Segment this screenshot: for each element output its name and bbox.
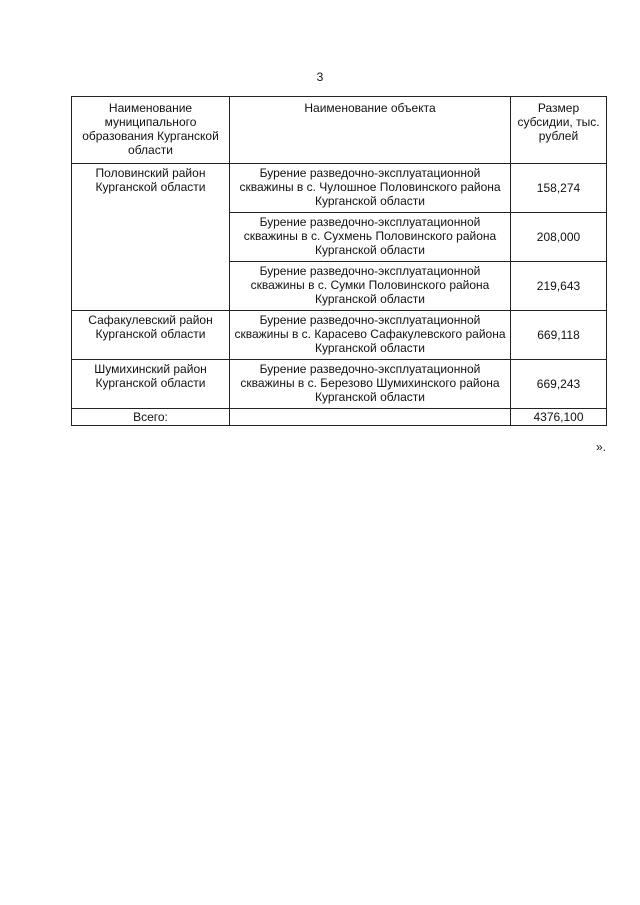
header-object: Наименование объекта (230, 97, 511, 164)
object-cell: Бурение разведочно-эксплуатационной скважины в с. Карасево Сафакулевского района Курганской области (230, 311, 511, 360)
amount-cell: 669,243 (511, 360, 607, 409)
amount-cell: 208,000 (511, 213, 607, 262)
object-cell: Бурение разведочно-эксплуатационной скважины в с. Сухмень Половинского района Курганской области (230, 213, 511, 262)
total-label: Всего: (72, 409, 230, 426)
amount-cell: 158,274 (511, 164, 607, 213)
header-municipality: Наименование муниципального образования Курганской области (72, 97, 230, 164)
object-cell: Бурение разведочно-эксплуатационной скважины в с. Чулошное Половинского района Курганской области (230, 164, 511, 213)
total-row (72, 409, 607, 426)
object-cell: Бурение разведочно-эксплуатационной скважины в с. Березово Шумихинского района Курганской области (230, 360, 511, 409)
municipality-cell: Сафакулевский район Курганской области (72, 311, 230, 360)
closing-quote-mark: ». (596, 440, 607, 454)
table-header-row (72, 97, 607, 164)
table-row (72, 311, 607, 360)
municipality-cell: Шумихинский район Курганской области (72, 360, 230, 409)
total-amount: 4376,100 (511, 409, 607, 426)
object-cell: Бурение разведочно-эксплуатационной скважины в с. Сумки Половинского района Курганской области (230, 262, 511, 311)
municipality-cell: Половинский район Курганской области (72, 164, 230, 311)
table-row (72, 164, 607, 213)
header-amount: Размер субсидии, тыс. рублей (511, 97, 607, 164)
amount-cell: 669,118 (511, 311, 607, 360)
table-row (72, 360, 607, 409)
total-object-cell (230, 409, 511, 426)
subsidy-table (71, 96, 607, 426)
page-number: 3 (316, 70, 324, 84)
amount-cell: 219,643 (511, 262, 607, 311)
